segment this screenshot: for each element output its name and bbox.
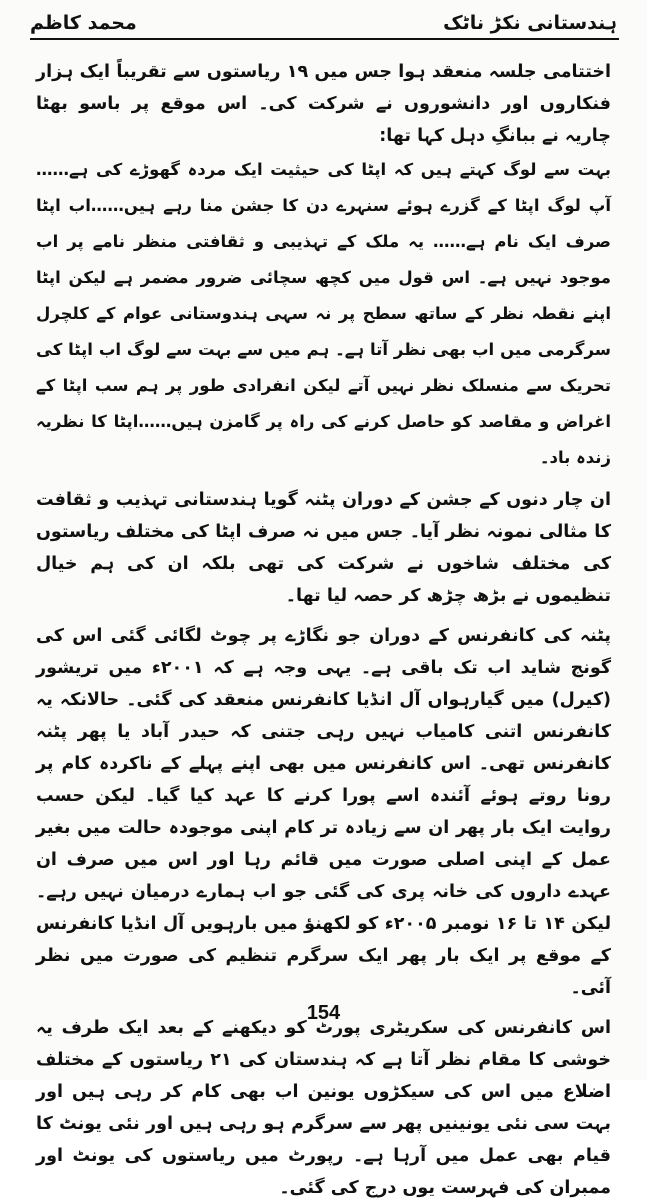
author-name: محمد کاظم bbox=[30, 12, 137, 34]
paragraph-patna-festival: ان چار دنوں کے جشن کے دوران پٹنہ گویا ہندستانی تہذیب و ثقافت کا مثالی نمونہ نظر آیا۔ جس میں نہ صرف اپٹا کی مختلف ریاستوں کی مختلف شاخوں نے شرکت کی تھی بلکہ ان کی ہم خیال تنظیموں نے بڑھ چڑھ کر حصہ لیا تھا۔ bbox=[36, 490, 611, 606]
block-quote: بہت سے لوگ کہتے ہیں کہ اپٹا کی حیثیت ایک مردہ گھوڑے کی ہے…… آپ لوگ اپٹا کے گزرے ہوئے سنہرے دن کا جشن منا رہے ہیں……اب اپٹا صرف ایک نام ہے…… یہ ملک کے تہذیبی و ثقافتی منظر نامے پر اب موجود نہیں ہے۔ اس قول میں کچھ سچائی ضرور مضمر ہے لیکن اپٹا اپنے نقطہ نظر کے ساتھ سطح پر نہ سہی ہندوستانی عوام کے کلچرل سرگرمی میں اب بھی نظر آتا ہے۔ ہم میں سے بہت سے لوگ اب اپٹا کی تحریک سے منسلک نظر نہیں آتے لیکن انفرادی طور پر ہم سب اپٹا کے اغراض و مقاصد کو حاصل کرنے کی راہ پر گامزن ہیں……اپٹا کا نظریہ زندہ باد۔ bbox=[36, 160, 611, 467]
running-header bbox=[30, 4, 617, 34]
paragraph-intro: اختتامی جلسہ منعقد ہوا جس میں ۱۹ ریاستوں سے تقریباً ایک ہزار فنکاروں اور دانشوروں نے شرکت کی۔ اس موقع پر باسو بھٹا چاریہ نے ببانگِ دہل کہا تھا: bbox=[36, 62, 611, 146]
paragraph-report: اس کانفرنس کی سکریٹری پورٹ کو دیکھنے کے بعد ایک طرف یہ خوشی کا مقام نظر آتا ہے کہ ہندستان کی ۲۱ ریاستوں کے مختلف اضلاع میں اس کی سیکڑوں یونین اب بھی کام کر رہی ہیں اور بہت سی نئی یونینیں پھر سے سرگرم ہو رہی ہیں اور نئی یونٹ کا قیام بھی عمل میں آرہا ہے۔ رپورٹ میں ریاستوں کی یونٹ اور ممبران کی فہرست یوں درج کی گئی۔ bbox=[36, 1018, 611, 1198]
header-rule bbox=[30, 38, 619, 40]
paragraph-conferences: پٹنہ کی کانفرنس کے دوران جو نگاڑے پر چوٹ لگائی گئی اس کی گونج شاید اب تک باقی ہے۔ یہی وجہ ہے کہ ۲۰۰۱ء میں تریشور (کیرل) میں گیارہواں آل انڈیا کانفرنس منعقد کی گئی۔ حالانکہ یہ کانفرنس اتنی کامیاب نہیں رہی جتنی کہ حیدر آباد یا پھر پٹنہ کانفرنس تھی۔ اس کانفرنس میں بھی اپنے پہلے کے ناکردہ کام پر رونا روتے ہوئے آئندہ اسے پورا کرنے کا عہد کیا گیا۔ لیکن حسب روایت ایک بار پھر ان سے زیادہ تر کام اپنی موجودہ حالت میں بغیر عمل کے اپنی اصلی صورت میں قائم رہا اور اس میں صرف ان عہدے داروں کی خانہ پری کی گئی جو اب ہمارے درمیان نہیں رہے۔ لیکن ۱۴ تا ۱۶ نومبر ۲۰۰۵ء کو لکھنؤ میں بارہویں آل انڈیا کانفرنس کے موقع پر ایک بار پھر ایک سرگرم تنظیم کی صورت میں نظر آئی۔ bbox=[36, 626, 612, 998]
page-body bbox=[36, 56, 611, 1204]
book-title: ہندستانی نکڑ ناٹک bbox=[443, 12, 617, 34]
page-number: 154 bbox=[306, 1002, 341, 1024]
